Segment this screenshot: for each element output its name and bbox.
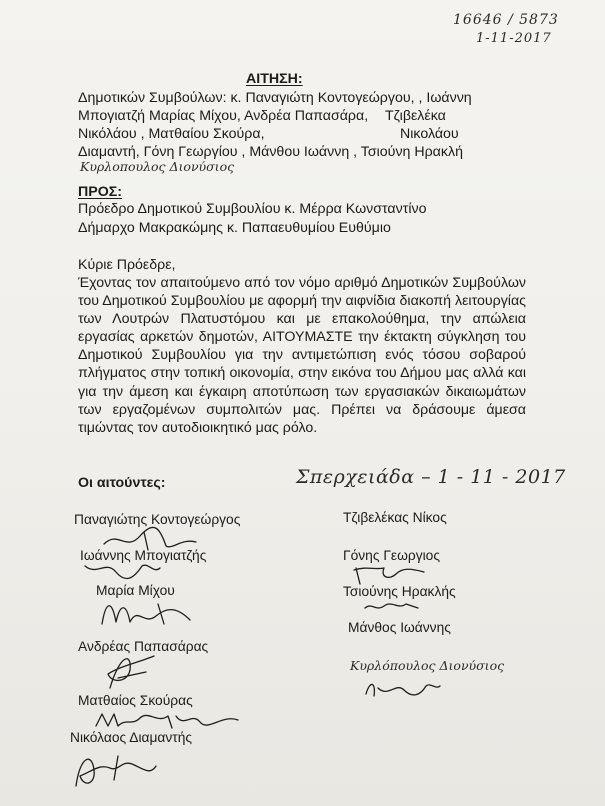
signer-left-5: Ματθαίος Σκούρας [78,693,193,708]
signer-right-2: Γόνης Γεωργιος [343,548,440,563]
signers-label: Οι αιτούντες: [78,475,166,491]
document-title: ΑΙΤΗΣΗ: [246,71,303,87]
to-line-2: Δήμαρχο Μακρακώμης κ. Παπαευθυμίου Ευθύμιο [78,220,391,236]
requesters-line-2-right: Τζιβελέκα [385,108,446,124]
signature-right-3 [362,598,422,614]
signer-left-1: Παναγιώτης Κοντογεώργος [74,512,241,527]
signer-right-3: Τσιούνης Ηρακλής [343,584,456,599]
handwritten-addition: Κυρλοπουλος Διονύσιος [80,159,235,174]
signature-left-3 [98,596,194,630]
signer-left-4: Ανδρέας Παπασάρας [78,639,209,654]
signature-left-5 [92,708,242,732]
signer-left-6: Νικόλαος Διαμαντής [70,730,193,745]
signature-left-4 [100,648,160,692]
signature-right-5 [362,674,442,704]
signer-left-2: Ιωάννης Μπογιατζής [80,548,207,563]
signer-right-5-handwritten: Κυρλόπουλος Διονύσιος [350,658,505,673]
requesters-line-4: Διαμαντή, Γόνη Γεωργίου , Μάνθου Ιωάννη , Τσιούνη Ηρακλή [78,144,463,160]
signer-left-3: Μαρία Μίχου [96,583,175,598]
signer-right-1: Τζιβελέκας Νίκος [343,510,447,525]
protocol-number: 16646 / 5873 [453,12,559,28]
requesters-line-1: Δημοτικών Συμβούλων: κ. Παναγιώτη Κοντογεώργου, , Ιωάννη [78,90,472,106]
requesters-line-3-right: Νικολάου [400,126,459,142]
place-date: Σπερχειάδα – 1 - 11 - 2017 [296,466,566,488]
signer-right-4: Μάνθος Ιωάννης [348,620,451,635]
salutation: Κύριε Πρόεδρε, [78,257,176,273]
signature-left-2 [82,556,162,582]
requesters-line-2: Μπογιατζή Μαρίας Μίχου, Ανδρέα Παπασάρα, [78,108,369,124]
request-body: Έχοντας τον απαιτούμενο από τον νόμο αριθμό Δημοτικών Συμβούλων του Δημοτικού Συμβουλίου με αφορμή την αιφνίδια διακοπή λειτουργίας των Λουτρών Πλατυστόμου και με επακολούθημα, την απώλεια εργασίας αρκετών δημοτών, ΑΙΤΟΥΜΑΣΤΕ την έκτακτη σύγκληση του Δημοτικού Συμβουλίου για την αντιμετώπιση ενός τόσου σοβαρού πλήγματος στην τοπική οικονομία, στην εικόνα του Δήμου μας αλλά και για την άμεση και έγκαιρη αποτύπωση των εργασιακών δικαιωμάτων των εργαζομένων συμπολιτών μας. Πρέπει να δράσουμε άμεσα τιμώντας τον αυτοδιοικητικό μας ρόλο. [78,275,526,436]
requesters-line-3: Νικόλάου , Ματθαίου Σκούρα, [78,126,265,142]
protocol-date: 1-11-2017 [476,31,552,46]
to-label: ΠΡΟΣ: [78,184,122,200]
to-line-1: Πρόεδρο Δημοτικού Συμβουλίου κ. Μέρρα Κωνσταντίνο [78,201,427,217]
signature-left-6 [70,746,160,794]
